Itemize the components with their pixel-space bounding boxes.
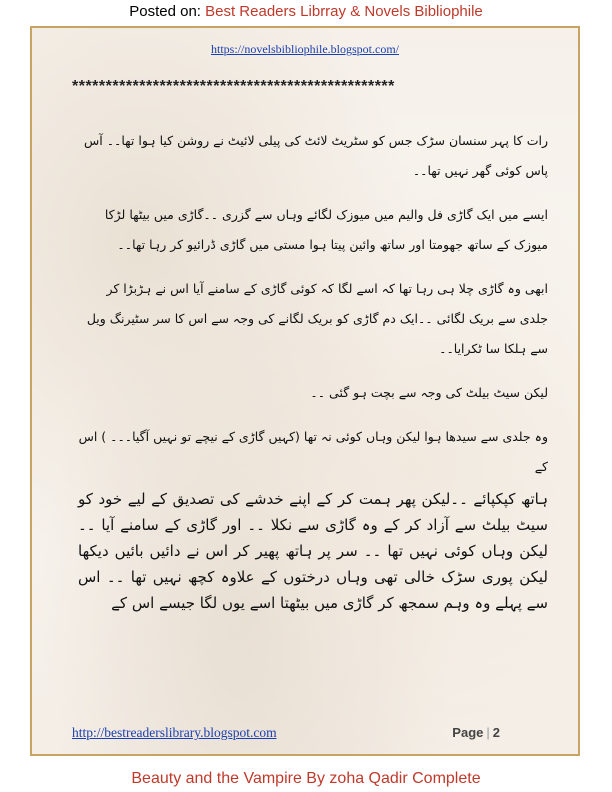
paragraph: ابھی وہ گاڑی چلا ہی رہا تھا کہ اسے لگا کہ کوئی گاڑی کے سامنے آیا اس نے ہڑبڑا کر جلدی سے بریک لگائی ۔۔ایک دم گاڑی کو بریک لگانے کی وجہ سے اس کا سر سٹیرنگ ویل سے ہلکا سا ٹکرایا۔۔ [86,281,548,356]
paragraph: ایسے میں ایک گاڑی فل والیم میں میوزک لگائے وہاں سے گزری ۔۔گاڑی میں بیٹھا لڑکا میوزک کے ساتھ جھومتا اور ساتھ وائین پیتا ہوا مستی میں گاڑی ڈرائیو کر رہا تھا۔۔ [104,207,548,252]
paragraph: وہ جلدی سے سیدھا ہوا لیکن وہاں کوئی نہ تھا (کہیں گاڑی کے نیچے تو نہیں آگیا۔۔۔ ) اس کے [78,429,548,474]
page-number-value: 2 [492,725,500,740]
story-body [78,126,548,616]
book-title-footer: Beauty and the Vampire By zoha Qadir Complete [131,770,481,787]
page-number [452,725,500,740]
paragraph: لیکن سیٹ بیلٹ کی وجہ سے بچت ہو گئی ۔۔ [310,385,548,400]
site-link[interactable]: https://novelsbibliophile.blogspot.com/ [211,42,399,56]
posted-site-name: Best Readers Librray & Novels Bibliophile [205,3,483,20]
posted-on-header [0,0,612,24]
page-separator: | [486,725,490,740]
posted-on-label: Posted on: [129,3,206,20]
page-word: Page [452,725,484,740]
paragraph-continuation: ہاتھ کپکپائے ۔۔لیکن پھر ہمت کر کے اپنے خدشے کی تصدیق کے لیے خود کو سیٹ بیلٹ سے آزاد کر کے وہ گاڑی سے نکلا ۔۔ اور گاڑی کے سامنے آیا ۔۔ لیکن وہاں کوئی نہیں تھا ۔۔ سر پر ہاتھ پھیر کر اس نے دائیں بائیں دیکھا لیکن پوری سڑک خالی تھی وہاں درختوں کے علاوہ کچھ نہیں تھا ۔۔ اس سے پہلے وہ وہم سمجھ کر گاڑی میں بیٹھتا اسے یوں لگا جیسے اس کے [78,490,548,612]
star-separator: ************************************************ [72,78,395,95]
document-page [30,26,580,756]
footer-link[interactable]: http://bestreaderslibrary.blogspot.com [72,725,277,740]
paragraph: رات کا پہر سنسان سڑک جس کو سٹریٹ لائٹ کی پیلی لائیٹ نے روشن کیا ہوا تھا۔۔ آس پاس کوئی گھر نہیں تھا۔۔ [84,133,548,178]
